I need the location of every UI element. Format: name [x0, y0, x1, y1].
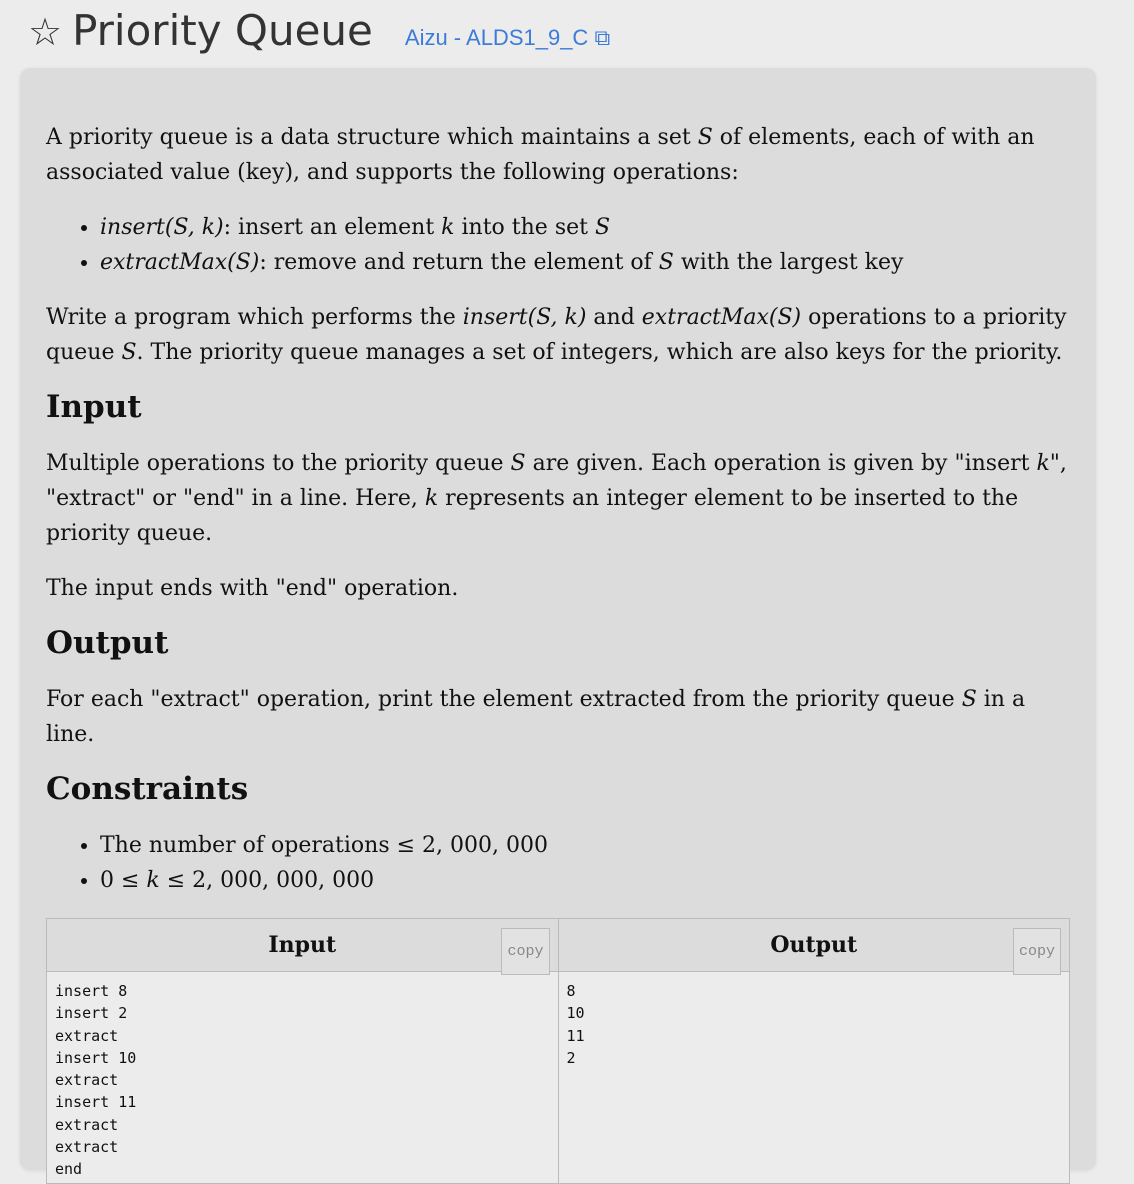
sample-input-cell [47, 972, 559, 1184]
sample-output-header [558, 919, 1070, 972]
text: For each "extract" operation, print the element extracted from the priority queue [46, 687, 962, 712]
math-text: extractMax(S) [100, 250, 260, 275]
section-heading: Input [46, 389, 142, 425]
text: of elements, each of with an associated value (key), and supports the following operations: [46, 125, 1035, 185]
sample-input: insert 8 insert 2 extract insert 10 extract insert 11 extract extract end [55, 982, 137, 1179]
sample-table [46, 918, 1070, 1184]
text: The input ends with "end" operation. [46, 576, 459, 601]
star-icon[interactable]: ☆ [28, 10, 63, 54]
output-header-label: Output [770, 931, 858, 958]
copy-input-button[interactable]: copy [501, 928, 549, 975]
paragraph [46, 120, 1072, 190]
text: A priority queue is a data structure which maintains a set [46, 125, 698, 150]
source-link[interactable] [405, 25, 610, 51]
external-link-icon: ⧉ [594, 25, 611, 50]
list-item [100, 245, 1072, 280]
section-heading: Output [46, 625, 169, 661]
math-text: S [594, 215, 611, 240]
text: 0 ≤ [100, 868, 147, 893]
page-title: Priority Queue [72, 6, 373, 55]
copy-output-button[interactable]: copy [1013, 928, 1061, 975]
text: Multiple operations to the priority queue [46, 451, 511, 476]
text: : insert an element [223, 215, 442, 240]
math-text: insert(S, k) [100, 215, 224, 240]
math-text: S [510, 451, 526, 476]
text: The number of operations ≤ 2, 000, 000 [100, 833, 548, 858]
math-text: S [961, 687, 977, 712]
paragraph [46, 682, 1072, 752]
text: into the set [454, 215, 595, 240]
text: ≤ 2, 000, 000, 000 [159, 868, 375, 893]
text: : remove and return the element of [259, 250, 659, 275]
text: Write a program which performs the [46, 305, 463, 330]
list-item [100, 828, 1072, 863]
math-text: S [697, 125, 713, 150]
header [28, 6, 610, 55]
math-text: k [146, 868, 160, 893]
math-text: S [658, 250, 674, 275]
text: ", "extract" or "end" in a line. Here, [46, 451, 1067, 511]
text: are given. Each operation is given by "insert [525, 451, 1037, 476]
sample-input-header [47, 919, 559, 972]
list-item [100, 210, 1072, 245]
text: operations to a priority queue [46, 305, 1067, 365]
text: . The priority queue manages a set of integers, which are also keys for the priority. [136, 340, 1063, 365]
math-text: extractMax(S) [641, 305, 802, 330]
paragraph [46, 571, 1072, 606]
bullet-list [46, 828, 1072, 898]
problem-statement [46, 120, 1072, 1184]
list-item [100, 863, 1072, 898]
math-text: k [1036, 451, 1050, 476]
problem-card [20, 68, 1096, 1179]
text: represents an integer element to be inserted to the priority queue. [46, 486, 1019, 546]
text: and [586, 305, 642, 330]
input-header-label: Input [268, 931, 337, 958]
math-text: insert(S, k) [462, 305, 587, 330]
math-text: k [424, 486, 439, 511]
math-text: S [121, 340, 137, 365]
paragraph [46, 446, 1072, 551]
paragraph [46, 300, 1072, 370]
sample-output-cell [558, 972, 1070, 1184]
math-text: k [441, 215, 455, 240]
source-link-text[interactable]: Aizu - ALDS1_9_C [404, 25, 589, 50]
section-heading: Constraints [46, 771, 249, 807]
bullet-list [46, 210, 1072, 280]
sample-output: 8 10 11 2 [566, 982, 585, 1067]
text: with the largest key [673, 250, 904, 275]
text: in a line. [46, 687, 1026, 747]
